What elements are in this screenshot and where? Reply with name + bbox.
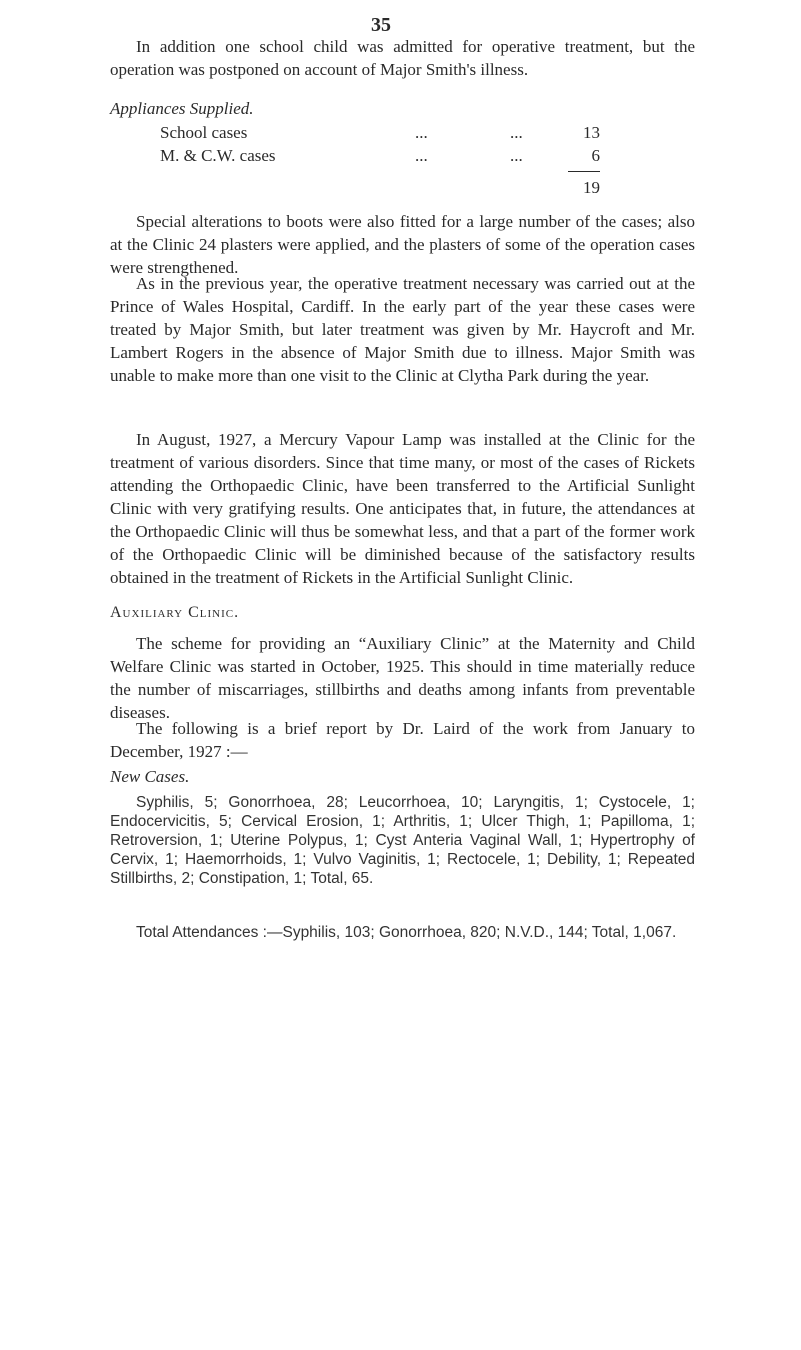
leader-dots: ... (415, 146, 428, 165)
special-alterations-paragraph: Special alterations to boots were also fitted for a large number of the cases; also at the Clinic 24 plasters were applied, and the plasters of some of the operation cases were strengthened. (110, 212, 695, 277)
appliance-value: 6 (591, 146, 600, 165)
report-intro-paragraph: The following is a brief report by Dr. Laird of the work from January to December, 1927 :— (110, 719, 695, 761)
leader-dots: ... (415, 123, 428, 142)
previous-year-paragraph: As in the previous year, the operative treatment necessary was carried out at the Prince of Wales Hospital, Cardiff. In the early part of the year these cases were treated by Major Smith, but later treatment was given by Mr. Haycroft and Mr. Lambert Rogers in the absence of Major Smith due to illness. Major Smith was unable to make more than one visit to the Clinic at Clytha Park during the year. (110, 274, 695, 385)
appliance-row-mcw (160, 146, 600, 169)
mercury-lamp-paragraph: In August, 1927, a Mercury Vapour Lamp was installed at the Clinic for the treatment of various disorders. Since that time many, or most of the cases of Rickets attending the Orthopaedic Clinic, have been transferred to the Artificial Sunlight Clinic with very gratifying results. One anticipates that, in future, the attendances at the Orthopaedic Clinic will thus be somewhat less, and that a part of the former work of the Orthopaedic Clinic will be diminished because of the satisfactory results obtained in the treatment of Rickets in the Artificial Sunlight Clinic. (110, 430, 695, 587)
new-cases-heading: New Cases. (110, 767, 190, 786)
intro-paragraph: In addition one school child was admitted for operative treatment, but the operation was postponed on account of Major Smith's illness. (110, 37, 695, 79)
appliance-label: M. & C.W. cases (160, 146, 276, 165)
leader-dots: ... (510, 146, 523, 165)
total-attendances: Total Attendances :—Syphilis, 103; Gonorrhoea, 820; N.V.D., 144; Total, 1,067. (136, 924, 677, 941)
leader-dots: ... (510, 123, 523, 142)
auxiliary-scheme-paragraph: The scheme for providing an “Auxiliary Clinic” at the Maternity and Child Welfare Clinic was started in October, 1925. This should in time materially reduce the number of miscarriages, stillbirths and deaths among infants from preventable diseases. (110, 634, 695, 722)
appliances-heading: Appliances Supplied. (110, 99, 254, 118)
new-cases-list: Syphilis, 5; Gonorrhoea, 28; Leucorrhoea, 10; Laryngitis, 1; Cystocele, 1; Endocervicitis, 5; Cervical Erosion, 1; Arthritis, 1; Ulcer Thigh, 1; Papilloma, 1; Retroversion, 1; Uterine Polypus, 1; Cyst Anteria Vaginal Wall, 1; Hypertrophy of Cervix, 1; Haemorrhoids, 1; Vulvo Vaginitis, 1; Rectocele, 1; Debility, 1; Repeated Stillbirths, 2; Constipation, 1; Total, 65. (110, 794, 695, 887)
auxiliary-clinic-heading: Auxiliary Clinic. (110, 604, 240, 621)
page-number: 35 (371, 14, 391, 36)
appliance-value: 13 (583, 123, 600, 142)
appliance-label: School cases (160, 123, 248, 142)
appliances-total: 19 (583, 178, 600, 197)
appliance-row-school (160, 123, 600, 146)
total-rule (568, 171, 600, 172)
